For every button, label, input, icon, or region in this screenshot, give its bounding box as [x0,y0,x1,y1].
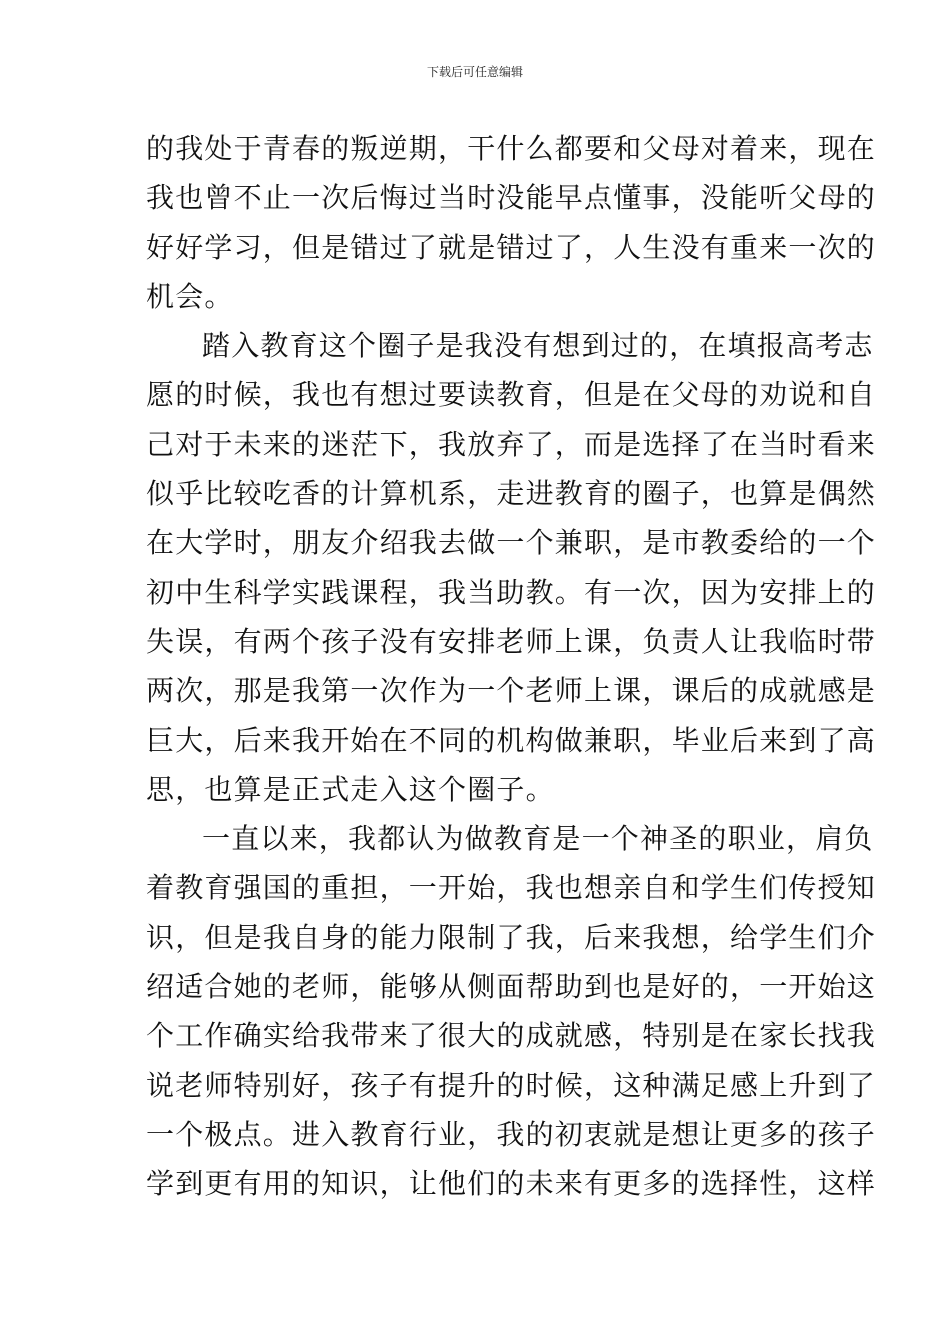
text-line: 着教育强国的重担，一开始，我也想亲自和学生们传授知 [146,871,877,905]
text-line: 愿的时候，我也有想过要读教育，但是在父母的劝说和自 [146,378,877,412]
text-line: 个工作确实给我带来了很大的成就感，特别是在家长找我 [146,1019,877,1053]
text-line: 己对于未来的迷茫下，我放弃了，而是选择了在当时看来 [146,427,877,461]
text-line: 识，但是我自身的能力限制了我，后来我想，给学生们介 [146,920,877,954]
text-line: 两次，那是我第一次作为一个老师上课，课后的成就感是 [146,674,877,708]
text-line: 的我处于青春的叛逆期，干什么都要和父母对着来，现在 [146,132,877,165]
paragraph-first-line: 踏入教育这个圈子是我没有想到过的，在填报高考志 [202,329,874,363]
paragraph-first-line: 一直以来，我都认为做教育是一个神圣的职业，肩负 [202,822,874,856]
text-line: 失误，有两个孩子没有安排老师上课，负责人让我临时带 [146,624,877,658]
text-line: 思，也算是正式走入这个圈子。 [146,772,555,806]
page-header: 下载后可任意编辑 [426,65,523,79]
text-line: 在大学时，朋友介绍我去做一个兼职，是市教委给的一个 [146,526,877,560]
text-line: 似乎比较吃香的计算机系，走进教育的圈子，也算是偶然 [146,477,877,511]
text-line: 好好学习，但是错过了就是错过了，人生没有重来一次的 [146,230,877,264]
text-line: 初中生科学实践课程，我当助教。有一次，因为安排上的 [146,575,877,609]
text-line: 学到更有用的知识，让他们的未来有更多的选择性，这样 [146,1167,877,1201]
text-line: 机会。 [146,279,234,313]
text-line: 巨大，后来我开始在不同的机构做兼职，毕业后来到了高 [146,723,877,757]
text-line: 绍适合她的老师，能够从侧面帮助到也是好的，一开始这 [146,970,877,1004]
body-text [146,124,877,1209]
text-line: 一个极点。进入教育行业，我的初衷就是想让更多的孩子 [146,1117,877,1151]
text-line: 说老师特别好，孩子有提升的时候，这种满足感上升到了 [146,1068,877,1102]
text-line: 我也曾不止一次后悔过当时没能早点懂事，没能听父母的 [146,181,877,215]
